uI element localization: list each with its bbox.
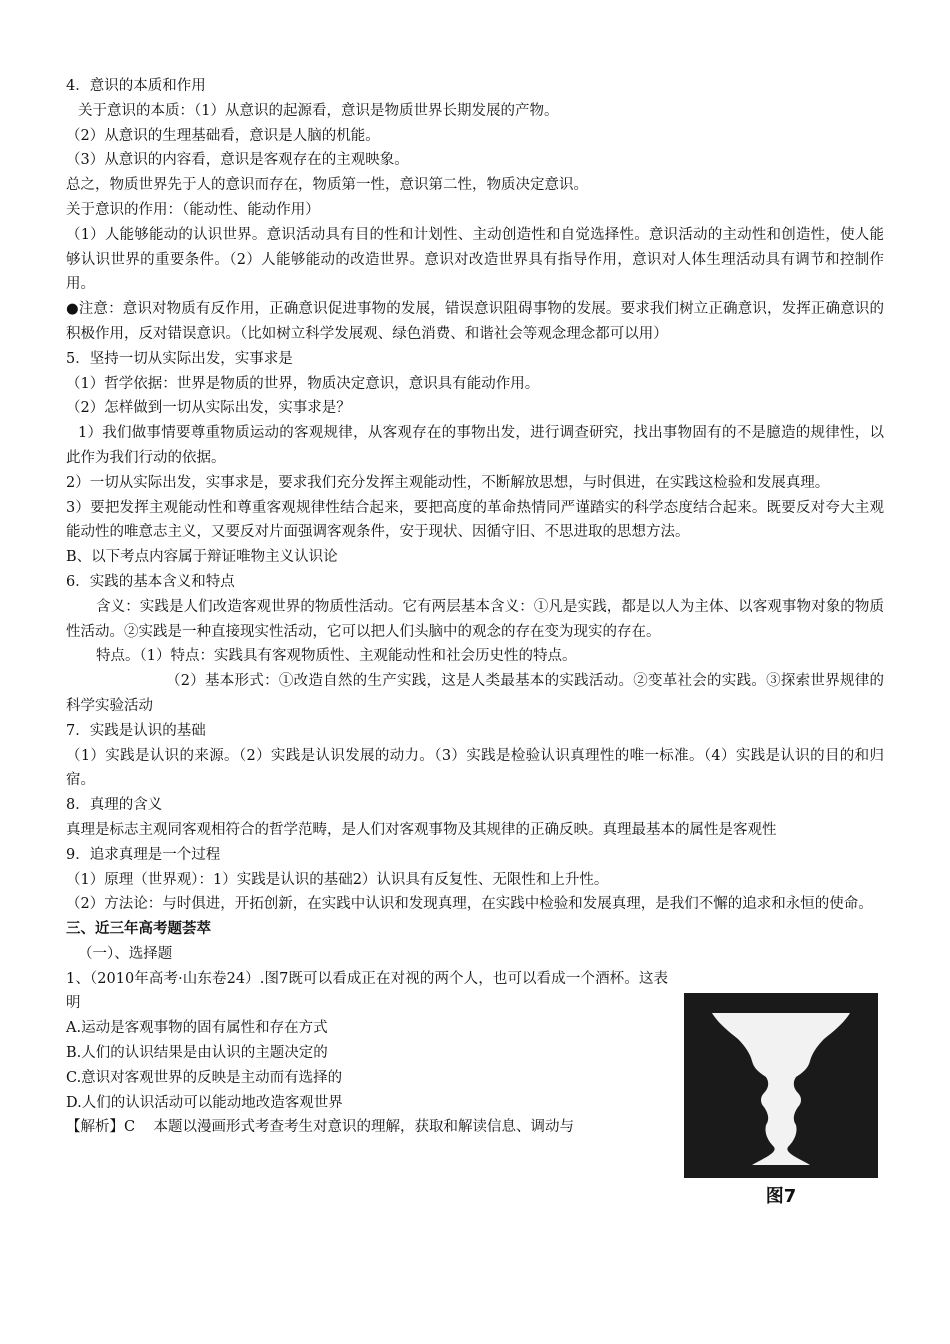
question-block	[66, 967, 884, 1207]
paragraph: 1）我们做事情要尊重物质运动的客观规律，从客观存在的事物出发，进行调查研究，找出事物固有的不是臆造的规律性，以此作为我们行动的依据。	[66, 425, 884, 466]
paragraph: 含义：实践是人们改造客观世界的物质性活动。它有两层基本含义：①凡是实践，都是以人为主体、以客观事物对象的物质性活动。②实践是一种直接现实性活动，它可以把人们头脑中的观念的存在变为现实的存在。	[66, 598, 884, 640]
paragraph: （2）基本形式：①改造自然的生产实践，这是人类最基本的实践活动。②变革社会的实践。③探索世界规律的科学实验活动	[66, 673, 884, 714]
paragraph: 2）一切从实际出发，实事求是，要求我们充分发挥主观能动性，不断解放思想，与时俱进，在实践这检验和发展真理。	[66, 474, 830, 491]
document-page	[66, 74, 884, 1207]
heading-6: 6．实践的基本含义和特点	[66, 573, 235, 590]
paragraph: （2）怎样做到一切从实际出发，实事求是？	[66, 400, 351, 417]
section-heading: 三、近三年高考题荟萃	[66, 920, 211, 938]
question-stem: 1、（2010年高考·山东卷24）.图7既可以看成正在对视的两个人，也可以看成一个酒杯。这表明	[66, 970, 668, 1012]
section-label: B、以下考点内容属于辩证唯物主义认识论	[66, 549, 338, 566]
paragraph: 特点。（1）特点：实践具有客观物质性、主观能动性和社会历史性的特点。	[96, 648, 577, 665]
heading-4: 4．意识的本质和作用	[66, 78, 206, 94]
paragraph: （2）方法论：与时俱进，开拓创新，在实践中认识和发现真理，在实践中检验和发展真理，是我们不懈的追求和永恒的使命。	[66, 896, 873, 913]
heading-5: 5．坚持一切从实际出发，实事求是	[66, 350, 293, 367]
heading-7: 7．实践是认识的基础	[66, 722, 206, 739]
question-text	[66, 967, 668, 1141]
analysis	[66, 1115, 668, 1140]
paragraph: 3）要把发挥主观能动性和尊重客观规律性结合起来，要把高度的革命热情同严谨踏实的科学态度结合起来。既要反对夸大主观能动性的唯意志主义，又要反对片面强调客观条件，安于现状、因循守旧、不思进取的思想方法。	[66, 499, 884, 541]
figure-caption: 图7	[765, 1185, 797, 1207]
paragraph: （2）从意识的生理基础看，意识是人脑的机能。	[66, 127, 380, 144]
paragraph: 关于意识的作用：（能动性、能动作用）	[66, 201, 320, 218]
paragraph: 真理是标志主观同客观相符合的哲学范畴，是人们对客观事物及其规律的正确反映。真理最基本的属性是客观性	[66, 821, 777, 838]
paragraph: （3）从意识的内容看，意识是客观存在的主观映象。	[66, 152, 409, 169]
option-d: D.人们的认识活动可以能动地改造客观世界	[66, 1094, 343, 1111]
paragraph: 关于意识的本质：（1）从意识的起源看，意识是物质世界长期发展的产物。	[78, 102, 559, 119]
option-c: C.意识对客观世界的反映是主动而有选择的	[66, 1069, 343, 1086]
paragraph: （1）人能够能动的认识世界。意识活动具有目的性和计划性、主动创造性和自觉选择性。意识活动的主动性和创造性，使人能够认识世界的重要条件。（2）人能够能动的改造世界。意识对改造世界具有指导作用，意识对人体生理活动具有调节和控制作用。	[66, 226, 884, 293]
paragraph: （1）实践是认识的来源。（2）实践是认识发展的动力。（3）实践是检验认识真理性的唯一标准。（4）实践是认识的目的和归宿。	[66, 747, 884, 789]
heading-8: 8．真理的含义	[66, 797, 163, 814]
paragraph: （1）哲学依据：世界是物质的世界，物质决定意识，意识具有能动作用。	[66, 375, 540, 392]
analysis-label: 【解析】C	[66, 1119, 136, 1136]
option-a: A.运动是客观事物的固有属性和存在方式	[66, 1020, 328, 1037]
paragraph: （1）原理（世界观）：1）实践是认识的基础2）认识具有反复性、无限性和上升性。	[66, 871, 609, 888]
paragraph: 总之，物质世界先于人的意识而存在，物质第一性，意识第二性，物质决定意识。	[66, 177, 588, 194]
figure-7	[684, 993, 878, 1208]
subsection-heading: （一）、选择题	[78, 945, 173, 962]
analysis-text: 本题以漫画形式考查考生对意识的理解，获取和解读信息、调动与	[153, 1119, 575, 1136]
rubin-vase-illustration	[684, 993, 878, 1178]
heading-9: 9．追求真理是一个过程	[66, 846, 221, 863]
note-paragraph: ●注意：意识对物质有反作用，正确意识促进事物的发展，错误意识阻碍事物的发展。要求我们树立正确意识，发挥正确意识的积极作用，反对错误意识。（比如树立科学发展观、绿色消费、和谐社会等观念理念都可以用）	[66, 301, 884, 342]
option-b: B.人们的认识结果是由认识的主题决定的	[66, 1045, 328, 1062]
